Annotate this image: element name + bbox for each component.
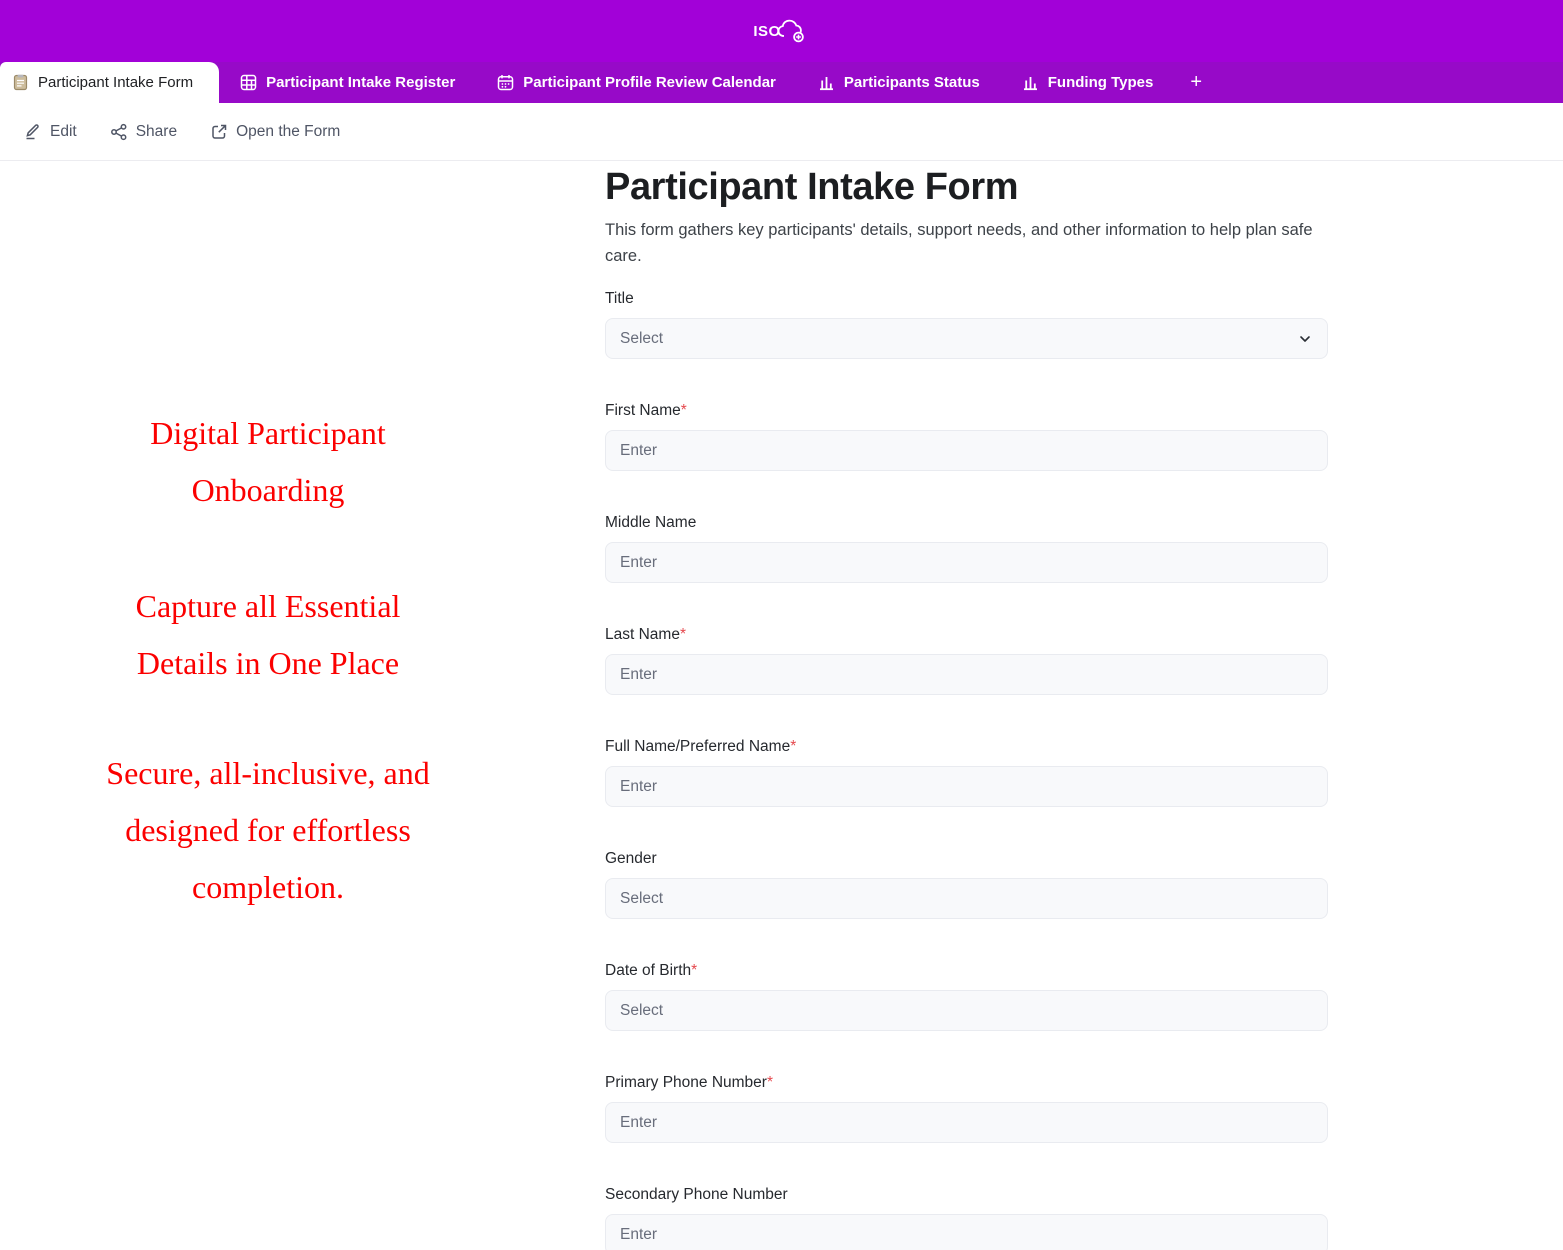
- field-middle-name: [605, 513, 1328, 583]
- field-secondary-phone: [605, 1185, 1328, 1250]
- tab-participant-intake-form[interactable]: [0, 62, 219, 103]
- primary-phone-input[interactable]: Enter: [605, 1102, 1328, 1143]
- middle-name-input[interactable]: Enter: [605, 542, 1328, 583]
- cloud-plus-icon: [776, 17, 810, 45]
- add-tab-button[interactable]: [1174, 62, 1218, 103]
- tab-participant-profile-review-calendar[interactable]: [476, 62, 797, 103]
- field-label: Last Name*: [605, 626, 686, 643]
- required-asterisk: *: [680, 402, 687, 419]
- edit-button[interactable]: [24, 123, 77, 141]
- form-toolbar: [0, 103, 1563, 161]
- field-label: Middle Name: [605, 514, 697, 531]
- date-of-birth-select[interactable]: Select: [605, 990, 1328, 1031]
- field-first-name: [605, 401, 1328, 471]
- open-form-label: Open the Form: [236, 122, 341, 140]
- field-date-of-birth: [605, 961, 1328, 1031]
- chevron-down-icon: [1297, 331, 1313, 347]
- field-label: First Name*: [605, 402, 687, 419]
- share-button[interactable]: [110, 123, 177, 141]
- bar-chart-icon: [818, 74, 835, 91]
- last-name-input[interactable]: Enter: [605, 654, 1328, 695]
- edit-label: Edit: [50, 122, 77, 140]
- share-label: Share: [135, 122, 178, 140]
- field-gender: [605, 849, 1328, 919]
- form-icon: [12, 74, 29, 91]
- field-label: Gender: [605, 850, 657, 867]
- secondary-phone-input[interactable]: Enter: [605, 1214, 1328, 1250]
- gender-select[interactable]: Select: [605, 878, 1328, 919]
- field-label: Full Name/Preferred Name*: [605, 738, 797, 755]
- table-icon: [240, 74, 257, 91]
- external-link-icon: [210, 123, 228, 141]
- tab-label: Participants Status: [843, 74, 980, 91]
- tab-label: Participant Intake Register: [266, 74, 456, 91]
- page-title: Participant Intake Form: [605, 166, 1019, 208]
- first-name-input[interactable]: Enter: [605, 430, 1328, 471]
- title-select[interactable]: Select: [605, 318, 1328, 359]
- field-full-name: [605, 737, 1328, 807]
- field-label: Date of Birth*: [605, 962, 698, 979]
- page-content: [0, 161, 1563, 1250]
- logo-text: ISO: [753, 22, 781, 40]
- tab-participants-status[interactable]: [797, 62, 1001, 103]
- required-asterisk: *: [691, 962, 698, 979]
- full-name-input[interactable]: Enter: [605, 766, 1328, 807]
- required-asterisk: *: [679, 626, 686, 643]
- open-form-button[interactable]: [210, 123, 340, 141]
- annotation-capture-details: Capture all Essential Details in One Place: [135, 588, 401, 681]
- form-fields: [605, 289, 1328, 1250]
- annotation-digital-onboarding: Digital Participant Onboarding: [150, 415, 386, 508]
- required-asterisk: *: [766, 1074, 773, 1091]
- field-label: Secondary Phone Number: [605, 1186, 788, 1203]
- tab-bar: [0, 62, 1563, 103]
- field-label: Primary Phone Number*: [605, 1074, 773, 1091]
- tab-label: Participant Intake Form: [38, 74, 194, 91]
- logo-iso-cloud-icon: [753, 17, 809, 45]
- form-description: This form gathers key participants' details, support needs, and other information to help plan safe care.: [605, 221, 1313, 265]
- required-asterisk: *: [790, 738, 797, 755]
- app-header: [0, 0, 1563, 62]
- field-label: Title: [605, 290, 634, 307]
- plus-icon: +: [1190, 71, 1203, 93]
- pencil-icon: [24, 123, 42, 141]
- tab-funding-types[interactable]: [1001, 62, 1175, 103]
- field-title: [605, 289, 1328, 359]
- calendar-icon: [497, 74, 514, 91]
- field-last-name: [605, 625, 1328, 695]
- tab-participant-intake-register[interactable]: [219, 62, 476, 103]
- intake-form: [605, 165, 1328, 1250]
- tab-label: Funding Types: [1047, 74, 1154, 91]
- tab-label: Participant Profile Review Calendar: [523, 74, 776, 91]
- field-primary-phone: [605, 1073, 1328, 1143]
- annotation-secure-inclusive: Secure, all-inclusive, and designed for effortless completion.: [106, 755, 430, 905]
- share-icon: [110, 123, 128, 141]
- bar-chart-icon: [1022, 74, 1039, 91]
